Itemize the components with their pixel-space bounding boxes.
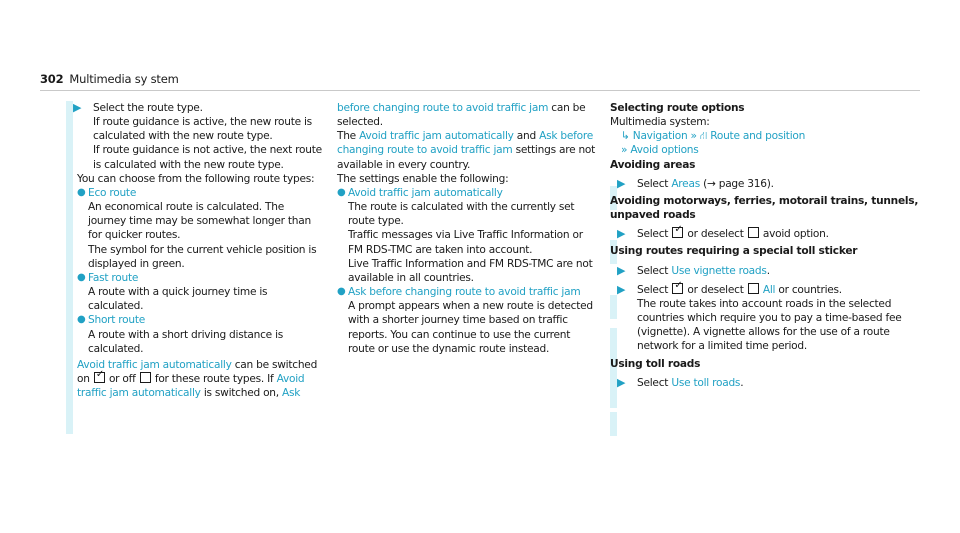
description: The route takes into account roads in the selected countries which require you to pay a time-based fee (vignette). A vignette allows for the use of a route network for a limited time period. xyxy=(637,297,902,353)
step xyxy=(610,376,922,390)
step-arrow-icon: ▶ xyxy=(617,375,626,389)
checkbox-empty-icon xyxy=(140,372,151,383)
bullet-icon: ● xyxy=(77,186,86,198)
step-text: Select the route type. xyxy=(93,102,203,114)
bullet-icon: ● xyxy=(77,271,86,283)
vignette-label: Use vignette roads xyxy=(671,264,767,277)
text: avoid option. xyxy=(759,228,829,241)
ask-label: Ask xyxy=(282,387,301,400)
text: is switched on, xyxy=(200,387,283,400)
avoid-options-label: Avoid options xyxy=(630,144,699,157)
checkbox-checked-icon xyxy=(672,283,683,294)
step-arrow-icon: ▶ xyxy=(617,227,626,241)
description: The route is calculated with the currently set route type. xyxy=(348,201,575,228)
section-heading: Selecting route options xyxy=(610,102,745,114)
step xyxy=(66,101,322,172)
step xyxy=(610,177,922,191)
fast-route-label: Fast route xyxy=(88,271,139,284)
avoid-traffic-label: Avoid traffic jam automatically xyxy=(77,358,232,371)
text: . xyxy=(766,264,770,277)
step xyxy=(610,264,922,278)
all-label: All xyxy=(762,283,776,296)
section-heading: Using routes requiring a special toll sticker xyxy=(610,245,858,258)
step-arrow-icon: ▶ xyxy=(73,101,82,114)
areas-label: Areas xyxy=(671,177,700,190)
description: A prompt appears when a new route is detected with a shorter journey time based on traffic reports. You can continue to use the current route or use the dynamic route instead. xyxy=(348,300,593,355)
text: or countries. xyxy=(775,283,842,296)
page-number: 302 xyxy=(40,72,64,86)
step xyxy=(610,283,922,354)
paragraph xyxy=(337,129,599,171)
list-item xyxy=(77,186,322,200)
column-middle xyxy=(337,101,599,356)
description: The symbol for the current vehicle position is displayed in green. xyxy=(88,243,317,270)
section-heading: Avoiding motorways, ferries, motorail trains, tunnels, unpaved roads xyxy=(610,194,919,222)
chevron-icon: » xyxy=(621,144,628,157)
paragraph: If route guidance is active, the new route is calculated with the new route type. xyxy=(93,116,312,143)
avoid-traffic-label: Avoid traffic jam automatically xyxy=(77,372,305,400)
checkbox-empty-icon xyxy=(748,283,759,294)
text: The xyxy=(337,130,360,143)
checkbox-empty-icon xyxy=(748,227,759,238)
paragraph: If route guidance is not active, the next route is calculated with the new route type. xyxy=(93,144,322,171)
text: and xyxy=(513,130,540,143)
text: can be switched on xyxy=(77,358,318,385)
avoid-traffic-label: Avoid traffic jam automatically xyxy=(348,186,503,199)
paragraph xyxy=(77,358,322,400)
eco-route-label: Eco route xyxy=(88,186,137,199)
bullet-icon: ● xyxy=(337,186,346,198)
menu-path xyxy=(610,129,922,143)
text: Select xyxy=(637,283,672,296)
section-title: Multimedia sy stem xyxy=(69,72,179,86)
list-item xyxy=(337,285,599,299)
paragraph xyxy=(337,101,599,129)
section-heading: Using toll roads xyxy=(610,357,701,370)
step-arrow-icon: ▶ xyxy=(617,176,626,190)
chevron-icon: » xyxy=(690,130,697,143)
section-heading: Avoiding areas xyxy=(610,158,696,171)
paragraph: You can choose from the following route types: xyxy=(77,172,315,185)
menu-path xyxy=(610,143,922,157)
ask-option-label: before changing route to avoid traffic jam xyxy=(337,102,549,114)
column-left xyxy=(66,101,322,400)
description: Traffic messages via Live Traffic Information or FM RDS-TMC are taken into account. xyxy=(348,229,583,256)
text: Select xyxy=(637,376,672,389)
step-bar xyxy=(610,412,617,436)
avoid-traffic-label: Avoid traffic jam automatically xyxy=(359,130,514,143)
text: for these route types. If xyxy=(151,372,277,385)
text: Select xyxy=(637,177,672,190)
text: Select xyxy=(637,228,672,241)
bullet-icon: ● xyxy=(77,314,86,326)
list-item xyxy=(77,313,322,327)
description: A route with a quick journey time is calculated. xyxy=(88,286,268,313)
step-arrow-icon: ▶ xyxy=(617,263,626,277)
navigation-label: Navigation xyxy=(632,130,688,143)
route-position-label: Route and position xyxy=(710,130,806,143)
text: (→ page 316). xyxy=(699,177,774,190)
header-divider xyxy=(40,90,920,91)
step xyxy=(610,227,922,241)
route-icon: ⛙ xyxy=(699,130,708,143)
text: or deselect xyxy=(684,283,747,296)
page-header xyxy=(40,72,179,86)
step-arrow-icon: ▶ xyxy=(617,282,626,296)
text: Select xyxy=(637,264,672,277)
text: . xyxy=(740,376,744,389)
list-item xyxy=(337,186,599,200)
toll-roads-label: Use toll roads xyxy=(671,376,741,389)
checkbox-checked-icon xyxy=(672,227,683,238)
checkbox-checked-icon xyxy=(94,372,105,383)
ask-option-label: Ask before changing route to avoid traffic jam xyxy=(348,286,581,299)
description: Live Traffic Information and FM RDS-TMC are not available in all countries. xyxy=(348,257,593,284)
paragraph: The settings enable the following: xyxy=(337,172,509,185)
description: An economical route is calculated. The journey time may be somewhat longer than for quicker routes. xyxy=(88,201,311,242)
text: or deselect xyxy=(684,228,747,241)
return-arrow-icon: ↳ xyxy=(621,130,630,143)
text: or off xyxy=(105,372,139,385)
paragraph: Multimedia system: xyxy=(610,116,710,129)
list-item xyxy=(77,271,322,285)
text: can be selected. xyxy=(337,102,586,129)
column-right xyxy=(610,101,922,390)
short-route-label: Short route xyxy=(88,314,146,327)
text: settings are not available in every country. xyxy=(337,144,596,171)
description: A route with a short driving distance is calculated. xyxy=(88,328,284,355)
bullet-icon: ● xyxy=(337,286,346,298)
ask-option-label: Ask before changing route to avoid traffic jam xyxy=(337,130,593,157)
